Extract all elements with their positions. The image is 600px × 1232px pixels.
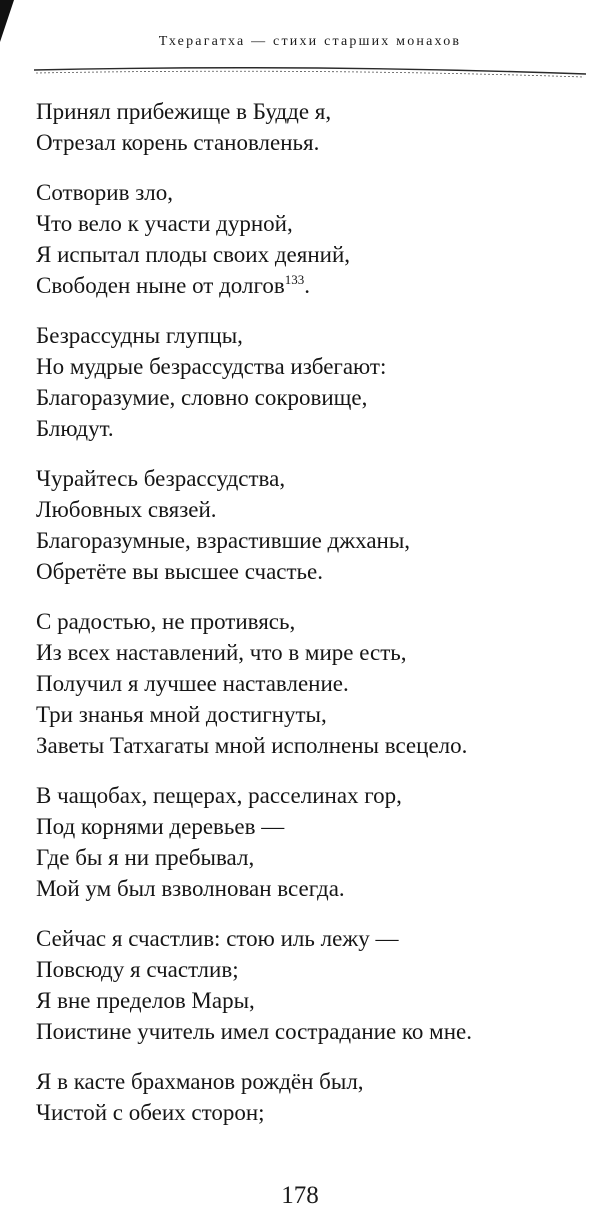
verse-line: Из всех наставлений, что в мире есть,: [36, 640, 407, 665]
stanza: [36, 923, 586, 1047]
header-rule: [34, 62, 586, 80]
verse-line: Но мудрые безрассудства избегают:: [36, 354, 387, 379]
verse-line: С радостью, не противясь,: [36, 609, 296, 634]
verse-line: Обретёте вы высшее счастье.: [36, 559, 323, 584]
stanza: [36, 177, 586, 301]
page-corner-mark: [0, 0, 14, 42]
verse-line: Я испытал плоды своих деяний,: [36, 242, 351, 267]
verse-line: Поистине учитель имел сострадание ко мне.: [36, 1019, 473, 1044]
verse-line: Заветы Татхагаты мной исполнены всецело.: [36, 733, 468, 758]
verse-line: Сейчас я счастлив: стою иль лежу —: [36, 926, 399, 951]
verse-line: Благоразумие, словно сокровище,: [36, 385, 368, 410]
verse-line: Я вне пределов Мары,: [36, 988, 255, 1013]
verse-line: Отрезал корень становленья.: [36, 130, 320, 155]
verse-line: Чурайтесь безрассудства,: [36, 466, 286, 491]
verse-line: Мой ум был взволнован всегда.: [36, 876, 345, 901]
running-head: Тхерагатха — стихи старших монахов: [158, 34, 462, 49]
verse-line: Повсюду я счастлив;: [36, 957, 239, 982]
stanza: [36, 320, 586, 444]
verse-line-with-footnote: [36, 270, 586, 301]
stanza: [36, 606, 586, 761]
verse-line: Под корнями деревьев —: [36, 814, 285, 839]
verse-line: Принял прибежище в Будде я,: [36, 99, 332, 124]
page-number: 178: [281, 1182, 319, 1209]
verse-line: Сотворив зло,: [36, 180, 174, 205]
verse-line: Где бы я ни пребывал,: [36, 845, 255, 870]
poem-text: [36, 96, 586, 1147]
verse-line: Три знанья мной достигнуты,: [36, 702, 327, 727]
stanza: [36, 780, 586, 904]
verse-line: Благоразумные, взрастившие джханы,: [36, 528, 411, 553]
stanza: [36, 96, 586, 158]
footnote-reference: 133: [284, 272, 305, 287]
verse-line: В чащобах, пещерах, расселинах гор,: [36, 783, 402, 808]
verse-line: Безрассудны глупцы,: [36, 323, 243, 348]
verse-text: Свободен ныне от долгов: [36, 273, 285, 298]
verse-line: Что вело к участи дурной,: [36, 211, 293, 236]
verse-line: Получил я лучшее наставление.: [36, 671, 349, 696]
verse-line: Чистой с обеих сторон;: [36, 1100, 265, 1125]
verse-line: Я в касте брахманов рождён был,: [36, 1069, 364, 1094]
verse-punctuation: .: [304, 273, 310, 298]
verse-line: Блюдут.: [36, 416, 114, 441]
verse-line: Любовных связей.: [36, 497, 217, 522]
stanza: [36, 1066, 586, 1128]
stanza: [36, 463, 586, 587]
